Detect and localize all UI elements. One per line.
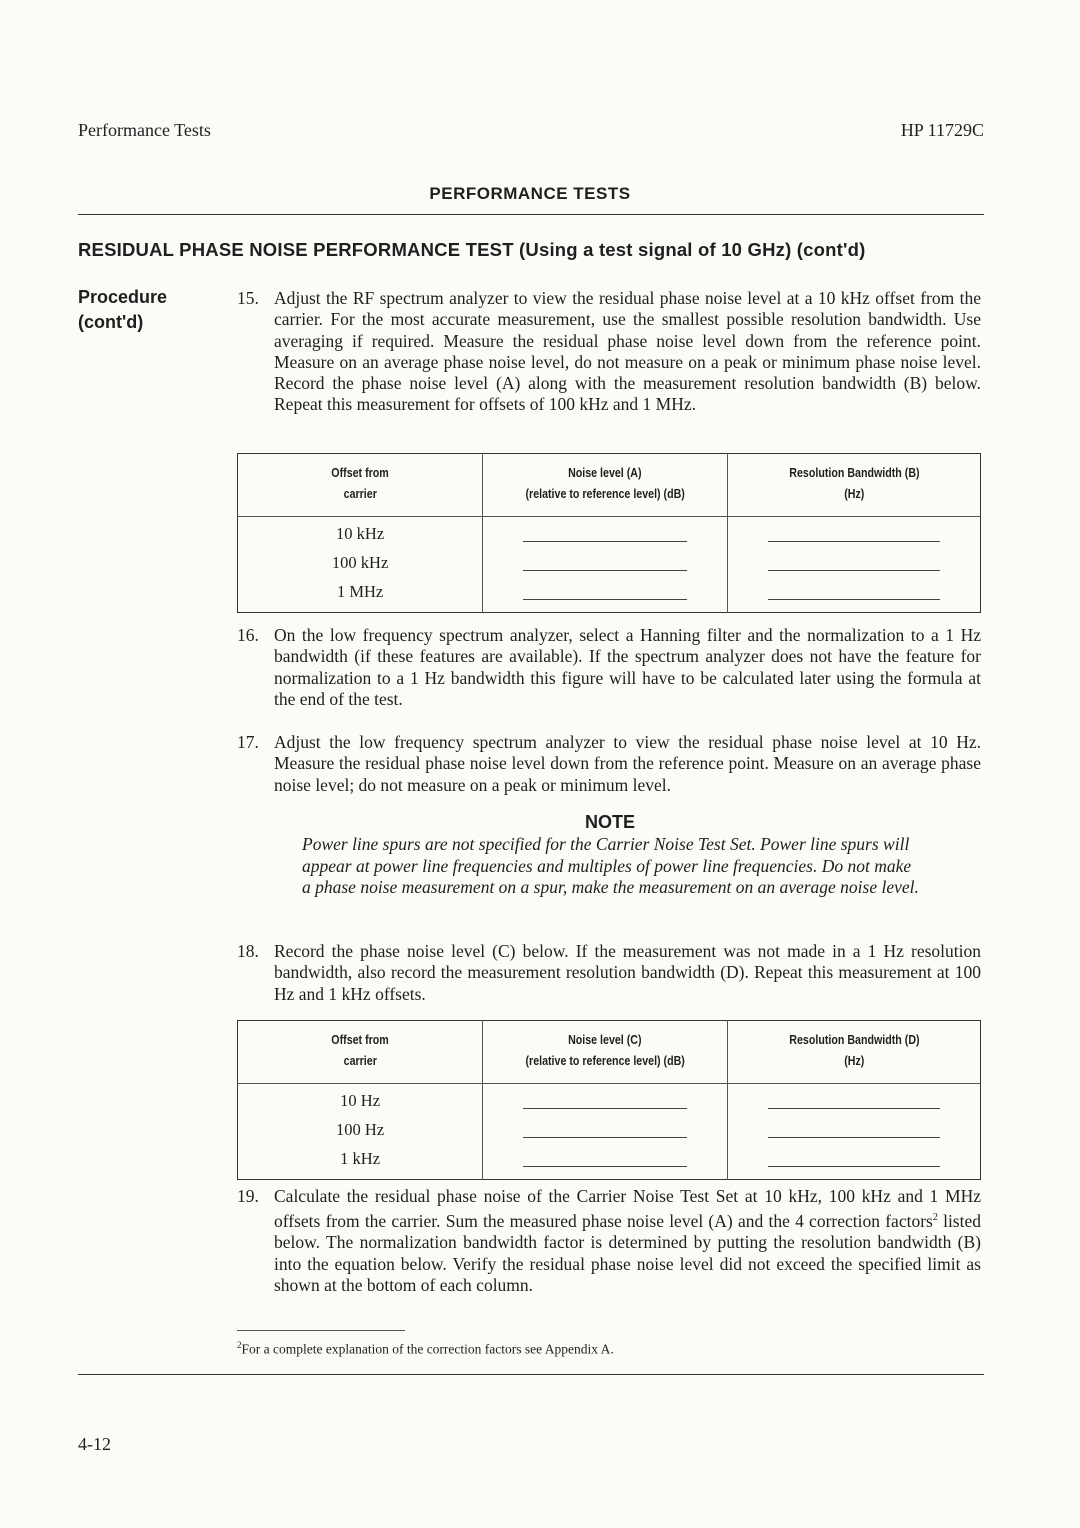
offset-column xyxy=(238,517,483,613)
bandwidth-blank[interactable] xyxy=(728,548,980,577)
header-line: Resolution Bandwidth (B) xyxy=(789,465,920,480)
footnote-marker: 2 xyxy=(237,1340,242,1350)
measurement-table-a-b xyxy=(237,453,981,613)
bottom-rule xyxy=(78,1374,984,1375)
bandwidth-blank[interactable] xyxy=(728,519,980,548)
step-number: 18. xyxy=(237,941,259,961)
noise-level-column xyxy=(483,517,728,613)
step-text: On the low frequency spectrum analyzer, select a Hanning filter and the normalization to a 1 Hz bandwidth (if these features are available). If the spectrum analyzer does not have the feature for normalization to a 1 Hz bandwidth this figure will have to be calculated later using the formula at the end of the test. xyxy=(274,625,981,709)
note-body: Power line spurs are not specified for the Carrier Noise Test Set. Power line spurs will appear at power line frequencies and multiples of power line frequencies. Do not make a phase noise measurement on a spur, make the measurement on an average noise level. xyxy=(302,834,919,897)
col-noise-header xyxy=(483,454,728,517)
step-16 xyxy=(237,625,981,710)
running-header-right: HP 11729C xyxy=(900,120,984,140)
step-17 xyxy=(237,732,981,796)
noise-level-blank[interactable] xyxy=(483,577,727,606)
col-offset-header xyxy=(238,454,483,517)
step-number: 19. xyxy=(237,1186,259,1206)
bandwidth-blank[interactable] xyxy=(728,1115,980,1144)
header-line: Offset from xyxy=(331,1032,389,1047)
header-line: Offset from xyxy=(331,465,389,480)
header-line: carrier xyxy=(343,1053,377,1068)
step-number: 16. xyxy=(237,625,259,645)
bandwidth-blank[interactable] xyxy=(728,577,980,606)
step-number: 17. xyxy=(237,732,259,752)
step-text-part: Calculate the residual phase noise of the Carrier Noise Test Set at 10 kHz, 100 kHz and 1 MHz offsets from the carrier. Sum the measured phase noise level (A) and the 4 correction factors xyxy=(274,1186,981,1232)
footnote-text: For a complete explanation of the correction factors see Appendix A. xyxy=(241,1341,614,1357)
col-noise-header xyxy=(483,1021,728,1084)
section-title: PERFORMANCE TESTS xyxy=(429,184,631,203)
header-line: Resolution Bandwidth (D) xyxy=(789,1032,920,1047)
header-line: Noise level (A) xyxy=(568,465,643,480)
step-text-part: listed below. The normalization bandwidth factor is determined by putting the resolution bandwidth (B) into the equation below. Verify the residual phase noise level did not exceed the specified limit as shown at the bottom of each column. xyxy=(274,1211,981,1296)
offset-value: 100 kHz xyxy=(331,553,389,572)
bandwidth-column xyxy=(728,517,981,613)
step-text: Adjust the RF spectrum analyzer to view the residual phase noise level at a 10 kHz offset from the carrier. For the most accurate measurement, use the smallest possible resolution bandwidth. Use averaging if required. Measure the residual phase noise level down from the reference point. Measure on an average phase noise level, do not measure on a peak or minimum phase noise level. Record the phase noise level (A) along with the measurement resolution bandwidth (B) below. Repeat this measurement for offsets of 100 kHz and 1 MHz. xyxy=(274,288,981,415)
bandwidth-blank[interactable] xyxy=(728,1086,980,1115)
step-text: Adjust the low frequency spectrum analyzer to view the residual phase noise level at 10 Hz. Measure the residual phase noise level down from the reference point. Measure on an average phase noise level; do not measure on a peak or minimum level. xyxy=(274,732,981,795)
section-rule xyxy=(78,214,984,215)
running-header-left: Performance Tests xyxy=(78,120,211,140)
offset-value: 1 MHz xyxy=(336,582,384,601)
side-heading xyxy=(78,285,167,335)
step-19 xyxy=(237,1186,981,1296)
side-heading-line2: (cont'd) xyxy=(78,312,144,332)
header-line: (relative to reference level) (dB) xyxy=(525,486,685,501)
noise-level-blank[interactable] xyxy=(483,1144,727,1173)
col-bandwidth-header xyxy=(728,1021,981,1084)
side-heading-line1: Procedure xyxy=(78,287,168,307)
col-bandwidth-header xyxy=(728,454,981,517)
offset-value: 100 Hz xyxy=(336,1120,385,1139)
test-heading: RESIDUAL PHASE NOISE PERFORMANCE TEST (Using a test signal of 10 GHz) (cont'd) xyxy=(78,239,866,260)
note-title: NOTE xyxy=(584,812,635,832)
step-text: Record the phase noise level (C) below. If the measurement was not made in a 1 Hz resolution bandwidth, also record the measurement resolution bandwidth (D). Repeat this measurement at 100 Hz and 1 kHz offsets. xyxy=(274,941,981,1004)
noise-level-column xyxy=(483,1084,728,1180)
step-15 xyxy=(237,288,981,416)
col-offset-header xyxy=(238,1021,483,1084)
header-line: Noise level (C) xyxy=(568,1032,643,1047)
header-line: (Hz) xyxy=(844,486,865,501)
header-line: (relative to reference level) (dB) xyxy=(525,1053,685,1068)
header-line: carrier xyxy=(343,486,377,501)
offset-column xyxy=(238,1084,483,1180)
noise-level-blank[interactable] xyxy=(483,519,727,548)
measurement-table-c-d xyxy=(237,1020,981,1180)
page-number: 4-12 xyxy=(78,1434,111,1454)
offset-value: 1 kHz xyxy=(340,1149,381,1168)
bandwidth-column xyxy=(728,1084,981,1180)
noise-level-blank[interactable] xyxy=(483,1115,727,1144)
offset-value: 10 Hz xyxy=(340,1091,381,1110)
header-line: (Hz) xyxy=(844,1053,865,1068)
footnote-rule xyxy=(237,1330,405,1331)
offset-value: 10 kHz xyxy=(336,524,385,543)
footnote xyxy=(237,1340,614,1358)
step-number: 15. xyxy=(237,288,259,308)
step-18 xyxy=(237,941,981,1005)
noise-level-blank[interactable] xyxy=(483,548,727,577)
step-text xyxy=(274,1186,981,1296)
footnote-reference[interactable]: 2 xyxy=(932,1212,938,1224)
bandwidth-blank[interactable] xyxy=(728,1144,980,1173)
noise-level-blank[interactable] xyxy=(483,1086,727,1115)
